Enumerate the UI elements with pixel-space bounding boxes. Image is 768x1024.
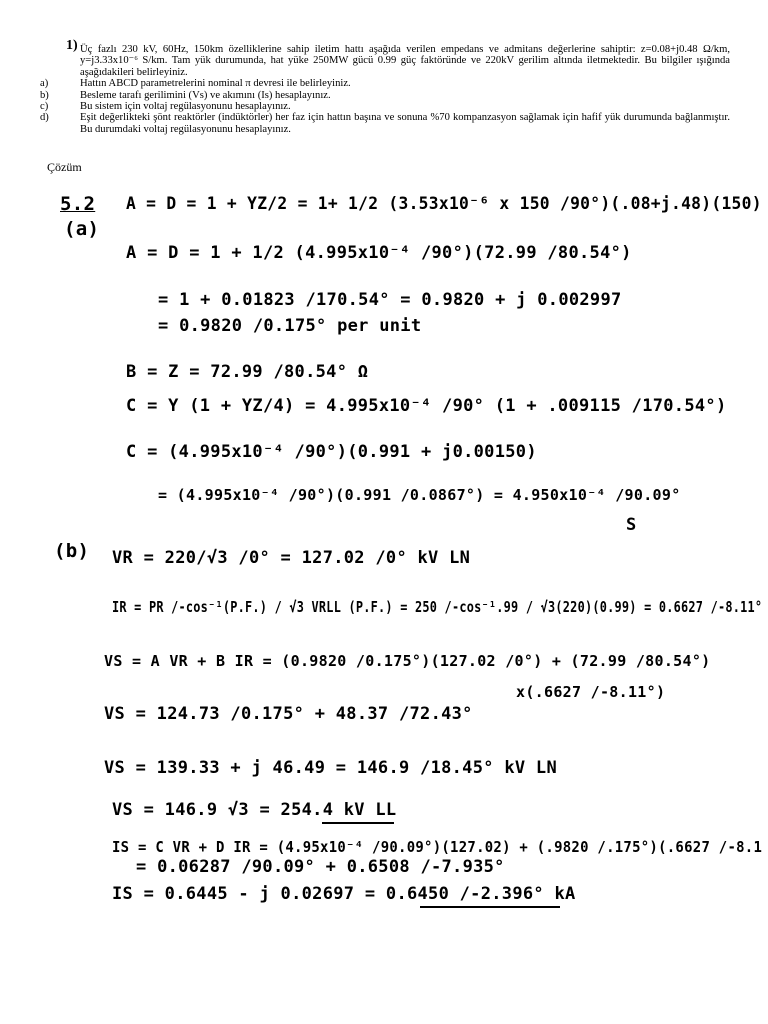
item-text: Bu sistem için voltaj regülasyonunu hesaplayınız. bbox=[80, 101, 291, 113]
eq-vs4: VS = 146.9 √3 = 254.4 kV LL bbox=[112, 800, 397, 820]
eq-vs3: VS = 139.33 + j 46.49 = 146.9 /18.45° kV LN bbox=[104, 758, 557, 778]
item-text: Eşit değerlikteki şönt reaktörler (indüktörler) her faz için hattın başına ve sonuna %70 kompanzasyon sağlamak için hafif yük durumunda bağlanmıştır. Bu durumdaki voltaj regülasyonunu hesaplayınız. bbox=[80, 112, 730, 135]
eq-vr: VR = 220/√3 /0° = 127.02 /0° kV LN bbox=[112, 548, 471, 568]
eq-is2: = 0.06287 /90.09° + 0.6508 /-7.935° bbox=[136, 857, 505, 877]
eq-is1: IS = C VR + D IR = (4.95x10⁻⁴ /90.09°)(127.02) + (.9820 /.175°)(.6627 /-8.1 bbox=[112, 838, 763, 856]
part-a-label: (a) bbox=[64, 218, 100, 240]
problem-intro: Üç fazlı 230 kV, 60Hz, 150km özelliklerine sahip iletim hattı aşağıda verilen empedans ve admitans değerlerine sahiptir: z=0.08+j0.48 Ω/km, y=j3.33x10⁻⁶ S/km. Tam yük durumunda, hat yüke 250MW gücü 0.99 güç faktöründe ve 220kV gerilim altında iletmektedir. Bu bilgiler ışığında aşağıdakileri belirleyiniz. bbox=[80, 44, 730, 78]
eq-a2: A = D = 1 + 1/2 (4.995x10⁻⁴ /90°)(72.99 /80.54°) bbox=[126, 243, 632, 263]
eq-c2: C = (4.995x10⁻⁴ /90°)(0.991 + j0.00150) bbox=[126, 442, 537, 462]
eq-a1: A = D = 1 + YZ/2 = 1+ 1/2 (3.53x10⁻⁶ x 150 /90°)(.08+j.48)(150) bbox=[126, 194, 762, 214]
eq-b: B = Z = 72.99 /80.54° Ω bbox=[126, 362, 369, 382]
eq-c3-unit: S bbox=[626, 515, 637, 535]
item-label: c) bbox=[40, 101, 49, 113]
item-label: d) bbox=[40, 112, 49, 124]
eq-vs1: VS = A VR + B IR = (0.9820 /0.175°)(127.02 /0°) + (72.99 /80.54°) bbox=[104, 652, 711, 670]
eq-a4: = 0.9820 /0.175° per unit bbox=[158, 316, 422, 336]
part-b-label: (b) bbox=[54, 540, 90, 562]
eq-c1: C = Y (1 + YZ/4) = 4.995x10⁻⁴ /90° (1 + .009115 /170.54°) bbox=[126, 396, 727, 416]
item-label: a) bbox=[40, 78, 49, 90]
eq-vs2: VS = 124.73 /0.175° + 48.37 /72.43° bbox=[104, 704, 473, 724]
solution-label: Çözüm bbox=[47, 160, 82, 174]
eq-vs1-cont: x(.6627 /-8.11°) bbox=[516, 683, 666, 701]
problem-number: 1) bbox=[66, 38, 78, 53]
eq-ir: IR = PR /-cos⁻¹(P.F.) / √3 VRLL (P.F.) = 250 /-cos⁻¹.99 / √3(220)(0.99) = 0.6627 /-8.11° bbox=[112, 598, 763, 616]
eq-is3: IS = 0.6445 - j 0.02697 = 0.6450 /-2.396° kA bbox=[112, 884, 576, 904]
section-number: 5.2 bbox=[60, 193, 96, 215]
item-text: Hattın ABCD parametrelerini nominal π devresi ile belirleyiniz. bbox=[80, 78, 351, 90]
eq-a3: = 1 + 0.01823 /170.54° = 0.9820 + j 0.002997 bbox=[158, 290, 622, 310]
item-label: b) bbox=[40, 89, 49, 101]
eq-c3: = (4.995x10⁻⁴ /90°)(0.991 /0.0867°) = 4.950x10⁻⁴ /90.09° bbox=[158, 486, 681, 504]
item-text: Besleme tarafı gerilimini (Vs) ve akımını (Is) hesaplayınız. bbox=[80, 89, 331, 101]
